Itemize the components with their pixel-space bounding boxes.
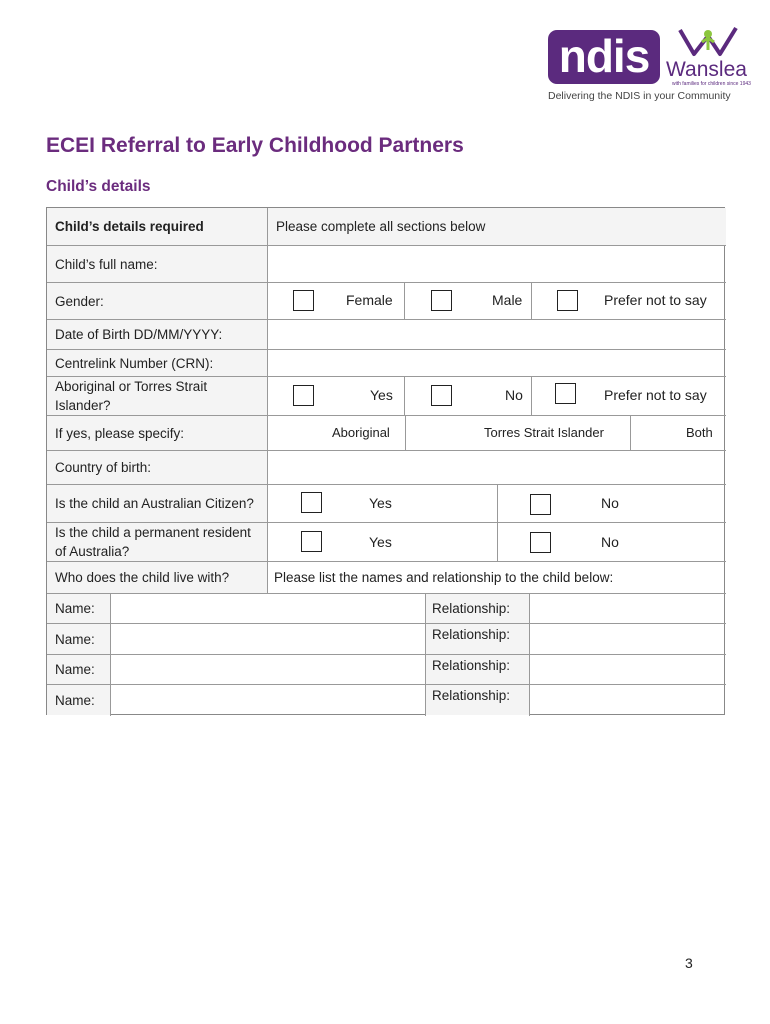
atsi-yes-label: Yes — [370, 387, 393, 403]
header-label: Child’s details required — [47, 208, 267, 245]
atsi-label: Aboriginal or Torres Strait Islander? — [47, 377, 267, 415]
name-field-1[interactable] — [111, 594, 425, 623]
lives-with-label: Who does the child live with? — [47, 562, 267, 593]
atsi-yes-checkbox[interactable] — [293, 385, 314, 406]
specify-label: If yes, please specify: — [47, 416, 267, 450]
name-label-2: Name: — [47, 624, 110, 654]
gender-female-checkbox[interactable] — [293, 290, 314, 311]
resident-label: Is the child a permanent resident of Australia? — [47, 523, 267, 561]
page-title: ECEI Referral to Early Childhood Partners — [46, 134, 464, 157]
name-field-4[interactable] — [111, 685, 425, 715]
relationship-field-2[interactable] — [530, 624, 726, 654]
crn-label: Centrelink Number (CRN): — [47, 350, 267, 376]
gender-label: Gender: — [47, 283, 267, 319]
header-instruction: Please complete all sections below — [268, 208, 726, 245]
country-field[interactable] — [268, 451, 726, 484]
relationship-label-2: Relationship: — [426, 624, 529, 654]
resident-yes-label: Yes — [369, 534, 392, 550]
name-label-4: Name: — [47, 685, 110, 715]
citizen-yes-checkbox[interactable] — [301, 492, 322, 513]
gender-male-checkbox[interactable] — [431, 290, 452, 311]
name-field-2[interactable] — [111, 624, 425, 654]
dob-field[interactable] — [268, 320, 726, 349]
gender-female-label: Female — [346, 292, 393, 308]
country-label: Country of birth: — [47, 451, 267, 484]
relationship-field-3[interactable] — [530, 655, 726, 684]
ndis-logo-text: ndis — [558, 30, 650, 82]
relationship-label-3: Relationship: — [426, 655, 529, 684]
citizen-no-checkbox[interactable] — [530, 494, 551, 515]
childs-details-form — [46, 207, 725, 715]
wanslea-logo-text: Wanslea — [666, 58, 747, 81]
resident-no-checkbox[interactable] — [530, 532, 551, 553]
gender-prefer-not-label: Prefer not to say — [604, 292, 707, 308]
atsi-prefer-not-label: Prefer not to say — [604, 387, 707, 403]
ndis-logo — [548, 30, 660, 84]
resident-yes-checkbox[interactable] — [301, 531, 322, 552]
resident-no-label: No — [601, 534, 619, 550]
crn-field[interactable] — [268, 350, 726, 376]
full-name-field[interactable] — [268, 246, 726, 282]
lives-with-instruction: Please list the names and relationship to the child below: — [274, 570, 614, 585]
relationship-label-1: Relationship: — [426, 594, 529, 623]
atsi-no-checkbox[interactable] — [431, 385, 452, 406]
page-number: 3 — [685, 955, 693, 971]
specify-both[interactable]: Both — [686, 425, 713, 440]
relationship-field-4[interactable] — [530, 685, 726, 715]
citizen-no-label: No — [601, 495, 619, 511]
citizen-label: Is the child an Australian Citizen? — [47, 485, 267, 522]
name-label-3: Name: — [47, 655, 110, 684]
gender-prefer-not-checkbox[interactable] — [557, 290, 578, 311]
citizen-yes-label: Yes — [369, 495, 392, 511]
atsi-prefer-not-checkbox[interactable] — [555, 383, 576, 404]
name-label-1: Name: — [47, 594, 110, 623]
dob-label: Date of Birth DD/MM/YYYY: — [47, 320, 267, 349]
name-field-3[interactable] — [111, 655, 425, 684]
relationship-label-4: Relationship: — [426, 685, 529, 715]
wanslea-tagline: with families for children since 1943 — [672, 81, 751, 87]
atsi-no-label: No — [505, 387, 523, 403]
specify-torres-strait[interactable]: Torres Strait Islander — [484, 425, 604, 440]
full-name-label: Child’s full name: — [47, 246, 267, 282]
gender-male-label: Male — [492, 292, 523, 308]
section-title: Child’s details — [46, 178, 151, 195]
relationship-field-1[interactable] — [530, 594, 726, 623]
header-tagline: Delivering the NDIS in your Community — [548, 90, 731, 102]
specify-aboriginal[interactable]: Aboriginal — [332, 425, 390, 440]
